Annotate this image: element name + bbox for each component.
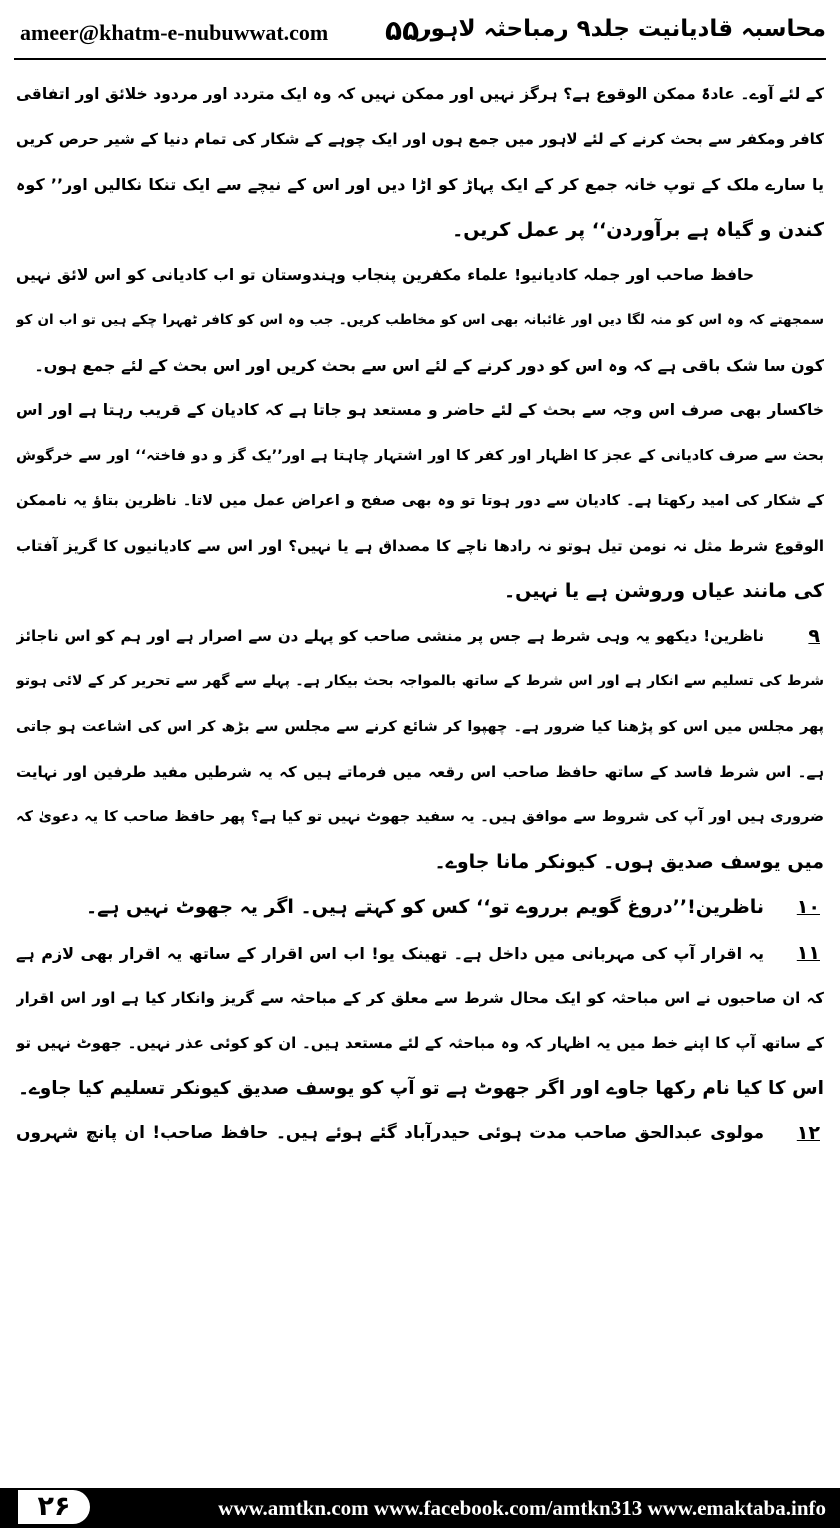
text-line bbox=[16, 388, 824, 433]
paragraph-number: ۱۱ bbox=[796, 941, 820, 964]
line-text: کہ ان صاحبوں نے اس مباحثہ کو ایک محال شرط سے معلق کر کے مباحثہ سے گریز وانکار کیا ہے اور اس اقرار bbox=[16, 988, 824, 1007]
text-line bbox=[16, 434, 824, 479]
line-text: کی مانند عیاں وروشن ہے یا نہیں۔ bbox=[504, 580, 824, 603]
header-page-number: ۵۵۰ bbox=[385, 14, 437, 47]
line-text: ناظرین! دیکھو یہ وہی شرط ہے جس پر منشی صاحب کو پہلے دن سے اصرار ہے اور ہم کو اس ناجائز bbox=[16, 627, 764, 646]
text-line bbox=[16, 298, 824, 343]
paragraph-number: ۹ bbox=[808, 625, 820, 648]
text-line bbox=[16, 1066, 824, 1111]
line-text: یا سارے ملک کے توپ خانہ جمع کر کے ایک پہاڑ کو اڑا دیں اور اس کے نیچے سے ایک تنکا نکالیں اور’’ کوہ bbox=[16, 175, 824, 195]
line-text: شرط کی تسلیم سے انکار ہے اور اس شرط کے ساتھ بالمواجہ بحث بیکار ہے۔ پہلے سے گھر سے تحریر کر کے لائی ہوتو bbox=[16, 673, 824, 690]
line-text: ہے۔ اس شرط فاسد کے ساتھ حافظ صاحب اس رقعہ میں فرماتے ہیں کہ یہ شرطیں مفید طرفین اور نہایت bbox=[16, 762, 824, 781]
page-body bbox=[16, 72, 824, 1452]
numbered-paragraph-line bbox=[16, 885, 824, 930]
line-text: مولوی عبدالحق صاحب مدت ہوئی حیدرآباد گئے ہوئے ہیں۔ حافظ صاحب! ان پانچ شہروں bbox=[16, 1123, 764, 1144]
footer-links[interactable]: www.amtkn.com www.facebook.com/amtkn313 www.emaktaba.info bbox=[0, 1488, 840, 1528]
text-line bbox=[16, 162, 824, 207]
text-line bbox=[16, 705, 824, 750]
line-text: کون سا شک باقی ہے کہ وہ اس کو دور کرنے کے لئے اس سے بحث کریں اور اس بحث کے لئے جمع ہوں۔ bbox=[34, 356, 824, 376]
text-line bbox=[16, 479, 824, 524]
line-text: یہ اقرار آپ کی مہربانی میں داخل ہے۔ تھینک یو! اب اس اقرار کے ساتھ یہ اقرار بھی لازم ہے bbox=[16, 943, 764, 963]
text-line bbox=[16, 1021, 824, 1066]
header-email: ameer@khatm-e-nubuwwat.com bbox=[20, 20, 329, 45]
text-line bbox=[16, 659, 824, 704]
text-line bbox=[16, 976, 824, 1021]
paragraph-number: ۱۰ bbox=[796, 896, 820, 919]
line-text: اس کا کیا نام رکھا جاوے اور اگر جھوٹ ہے تو آپ کو یوسف صدیق کیونکر تسلیم کیا جاوے۔ bbox=[18, 1078, 824, 1100]
line-text: ناظرین!’’دروغ گویم برروے تو‘‘ کس کو کہتے ہیں۔ اگر یہ جھوٹ نہیں ہے۔ bbox=[86, 896, 764, 919]
text-line bbox=[16, 208, 824, 253]
header-book-title: محاسبہ قادیانیت جلد۹ رمباحثہ لاہور bbox=[417, 16, 826, 42]
line-text: میں یوسف صدیق ہوں۔ کیونکر مانا جاوے۔ bbox=[434, 851, 824, 874]
line-text: الوقوع شرط مثل نہ نومن تیل ہوتو نہ رادھا ناچے کا مصداق ہے یا نہیں؟ اور اس سے کادیانیوں کا گریز آفتاب bbox=[16, 536, 824, 555]
page-footer bbox=[0, 1486, 840, 1540]
text-line bbox=[16, 343, 824, 388]
page-header bbox=[0, 0, 840, 70]
text-line bbox=[16, 117, 824, 162]
line-text: بحث سے صرف کادیانی کے عجز کا اظہار اور کفر کا اور اشتہار چاہتا ہے اور’’یک گز و دو فاختہ‘‘ اور سے خرگوش bbox=[16, 447, 824, 464]
line-text: کافر ومکفر سے بحث کرنے کے لئے لاہور میں جمع ہوں اور ایک چوہے کے شکار کی تمام دنیا کے شیر حرص کریں bbox=[16, 130, 824, 149]
line-text: پھر مجلس میں اس کو پڑھنا کیا ضرور ہے۔ چھپوا کر شائع کرنے سے مجلس سے بڑھ کر اس کی اشاعت ہو جاتی bbox=[16, 718, 824, 735]
line-text: کندن و گیاہ ہے برآوردن‘‘ پر عمل کریں۔ bbox=[452, 218, 824, 241]
text-line bbox=[16, 840, 824, 885]
line-text: حافظ صاحب اور جملہ کادیانیو! علماء مکفرین پنجاب وہندوستان تو اب کادیانی کو اس لائق نہیں bbox=[16, 265, 754, 284]
numbered-paragraph-line bbox=[16, 614, 824, 659]
footer-page-number: ۲۶ bbox=[18, 1490, 90, 1524]
numbered-paragraph-line bbox=[16, 931, 824, 976]
header-rule bbox=[14, 58, 826, 60]
line-text: سمجھتے کہ وہ اس کو منہ لگا دیں اور غائبانہ بھی اس کو مخاطب کریں۔ جب وہ اس کو کافر ٹھہرا چکے ہیں تو اب ان کو bbox=[16, 311, 824, 328]
text-line bbox=[16, 750, 824, 795]
line-text: خاکسار بھی صرف اس وجہ سے بحث کے لئے حاضر و مستعد ہو جاتا ہے کہ کادیان کے قریب رہتا ہے اور اس bbox=[16, 401, 824, 420]
line-text: کے لئے آوے۔ عادۃً ممکن الوقوع ہے؟ ہرگز نہیں اور ممکن نہیں کہ وہ ایک متردد اور مردود خلائق اور اتفاقی bbox=[16, 85, 824, 103]
text-line bbox=[16, 253, 824, 298]
text-line bbox=[16, 795, 824, 840]
numbered-paragraph-line bbox=[16, 1111, 824, 1156]
line-text: کے شکار کی امید رکھتا ہے۔ کادیان سے دور ہوتا تو وہ بھی صفح و اعراض عمل میں لاتا۔ ناظرین بتاؤ یہ ناممکن bbox=[16, 492, 824, 509]
text-line bbox=[16, 569, 824, 614]
line-text: ضروری ہیں اور آپ کی شروط سے موافق ہیں۔ یہ سفید جھوٹ نہیں تو کیا ہے؟ پھر حافظ صاحب کا یہ دعویٰ کہ bbox=[16, 809, 824, 825]
paragraph-number: ۱۲ bbox=[796, 1122, 820, 1145]
text-line bbox=[16, 72, 824, 117]
line-text: کے ساتھ آپ کا اپنے خط میں یہ اظہار کہ وہ مباحثہ کے لئے مستعد ہیں۔ ان کو کوئی عذر نہیں۔ جھوٹ نہیں تو bbox=[16, 1033, 824, 1052]
text-line bbox=[16, 524, 824, 569]
